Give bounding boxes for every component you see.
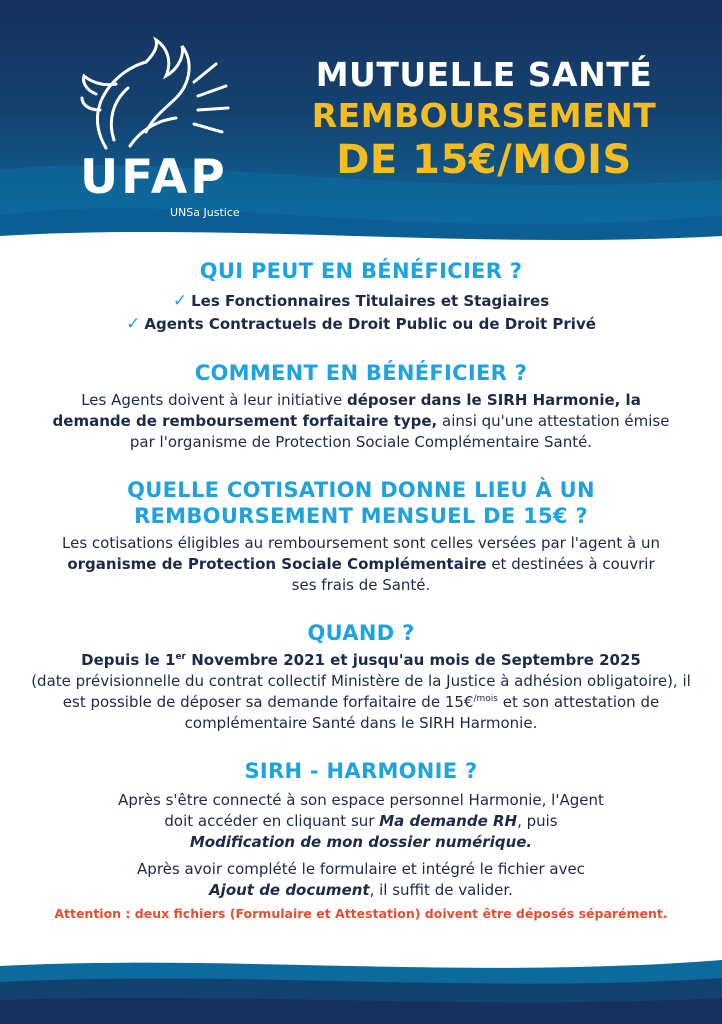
section-heading: QUI PEUT EN BÉNÉFICIER ? [199,259,523,283]
title-line-3: DE 15€/MOIS [336,137,632,183]
section-paragraph [20,533,702,596]
ufap-logo-icon [76,36,236,166]
section-paragraph [20,859,702,901]
main-content [20,258,702,923]
text-run: Après s'être connecté à son espace personnel Harmonie, l'Agent doit accéder en cliquant sur [118,791,604,830]
list-item-text: Les Fonctionnaires Titulaires et Stagiaires [191,292,550,310]
section-contribution [20,477,702,596]
text-run-italic: Modification de mon dossier numérique. [189,833,533,851]
text-run-bold: déposer dans le SIRH Harmonie, la demande de remboursement forfaitaire type, [52,391,641,430]
text-run: Les cotisations éligibles au remboursement sont celles versées par l'agent à un [62,534,660,552]
header-banner [0,0,722,250]
checkmark-icon: ✓ [126,314,141,334]
list-item [20,313,702,336]
list-item-text: Agents Contractuels de Droit Public ou de Droit Privé [144,315,596,333]
section-heading-line-2: REMBOURSEMENT MENSUEL DE 15€ ? [134,504,588,528]
text-run-italic: Ma demande RH [379,812,518,830]
section-who [20,258,702,336]
section-paragraph [20,650,702,734]
text-run: et son attestation de complémentaire Santé dans le SIRH Harmonie. [184,693,660,732]
text-run: (date prévisionnelle du contrat collectif Ministère de la Justice à adhésion obligatoire), il est possible de déposer sa demande forfaitaire de 15€ [31,672,691,711]
text-run: ainsi qu'une attestation émise par l'organisme de Protection Sociale Complémentaire Santé. [129,412,670,451]
text-run: , puis [517,812,558,830]
title-line-1: MUTUELLE SANTÉ [315,55,653,94]
logo-subtext: UNSa Justice [170,206,240,219]
text-run: et destinées à couvrir ses frais de Santé. [291,555,655,594]
logo-wordmark: UFAP [80,150,228,205]
page-title [284,55,684,183]
list-item [20,290,702,313]
text-run-bold: Novembre 2021 et jusqu'au mois de Septembre 2025 [186,651,641,669]
section-heading: QUAND ? [307,621,415,645]
date-range [81,651,641,669]
text-run-italic: Ajout de document [209,881,370,899]
text-run: Les Agents doivent à leur initiative [81,391,348,409]
text-run-bold: Depuis le 1 [81,651,176,669]
text-run: , il suffit de valider. [369,881,513,899]
superscript: er [175,652,186,662]
text-run: Après avoir complété le formulaire et intégré le fichier avec [137,860,585,878]
section-when [20,620,702,734]
section-sirh [20,758,702,923]
section-how [20,360,702,453]
footer-wave-decoration [0,952,722,1024]
section-heading-line-1: QUELLE COTISATION DONNE LIEU À UN [127,478,595,502]
section-heading: SIRH - HARMONIE ? [244,759,478,783]
title-line-2: REMBOURSEMENT [311,96,657,135]
superscript: /mois [473,694,498,704]
checkmark-icon: ✓ [172,291,188,311]
text-run-bold: organisme de Protection Sociale Complémentaire [67,555,487,573]
section-paragraph [20,390,702,453]
section-paragraph [20,790,702,853]
section-heading: COMMENT EN BÉNÉFICIER ? [194,361,528,385]
warning-note: Attention : deux fichiers (Formulaire et Attestation) doivent être déposés séparément. [54,906,668,921]
